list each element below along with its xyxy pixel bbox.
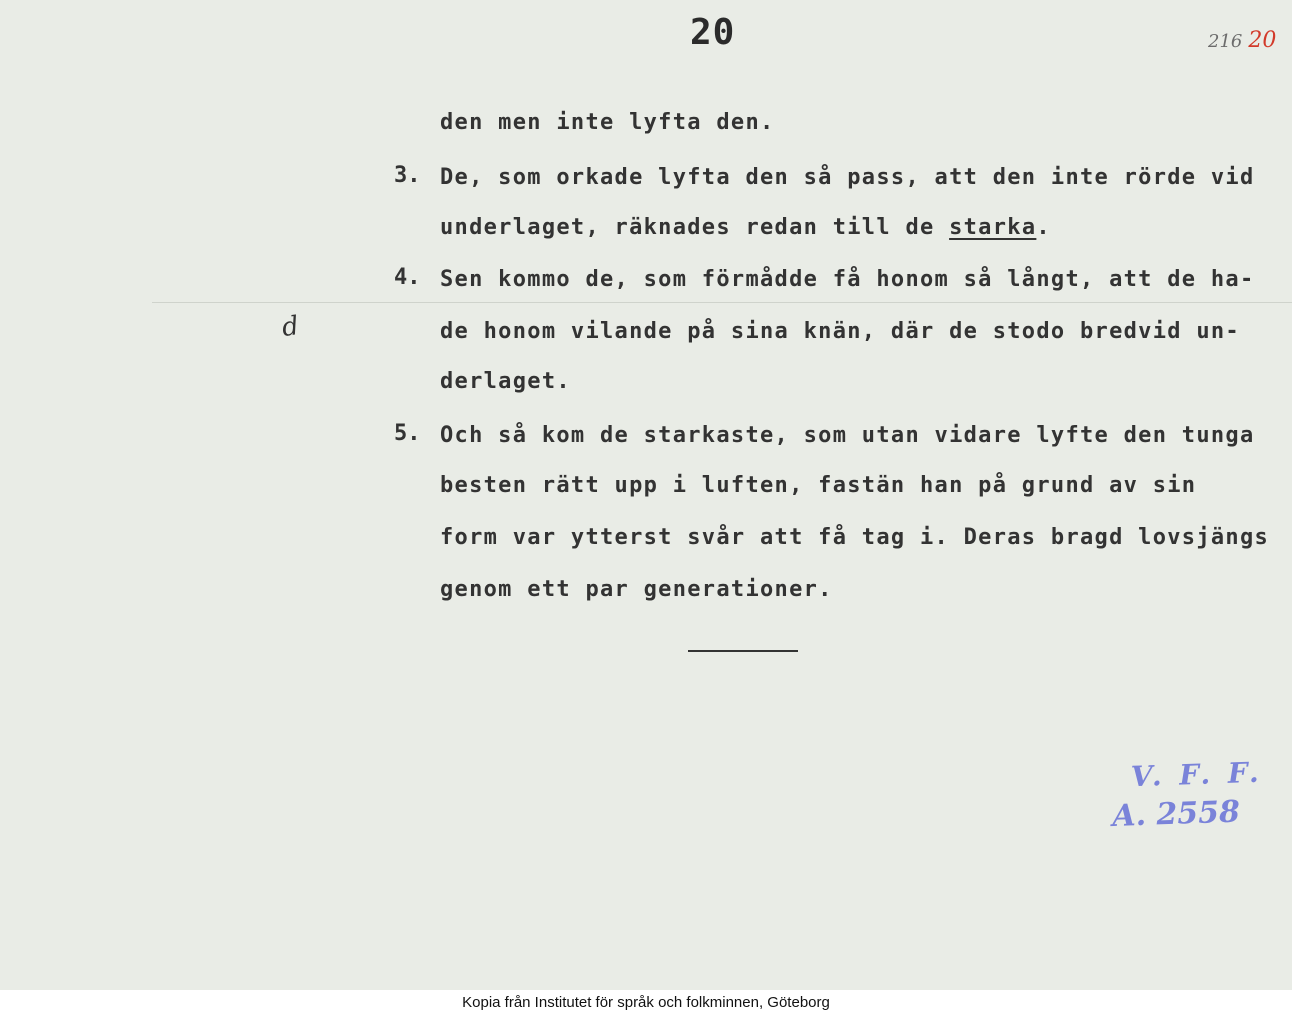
end-rule (688, 650, 798, 652)
fold-line (152, 302, 1292, 303)
archive-number-new: 20 (1248, 28, 1277, 53)
page-number: 20 (690, 12, 736, 53)
text-segment: underlaget, räknades redan till de (440, 215, 950, 240)
text-segment: . (1036, 215, 1051, 240)
item-number-5: 5. (394, 421, 421, 446)
text-line: derlaget. (440, 369, 571, 394)
underlined-word: starka (949, 215, 1037, 240)
text-line: form var ytterst svår att få tag i. Deras bragd lovsjängs (440, 525, 1270, 550)
item-number-4: 4. (394, 265, 421, 290)
stamp-line-1: V. F. F. (1130, 755, 1264, 794)
item-number-3: 3. (394, 163, 421, 188)
text-line: genom ett par generationer. (440, 577, 833, 602)
text-line (440, 215, 1051, 240)
text-line: den men inte lyfta den. (440, 110, 775, 135)
text-line: De, som orkade lyfta den så pass, att den inte rörde vid (440, 165, 1255, 190)
text-line: besten rätt upp i luften, fastän han på grund av sin (440, 473, 1197, 498)
text-line: Och så kom de starkaste, som utan vidare lyfte den tunga (440, 423, 1255, 448)
margin-note: d (279, 310, 301, 344)
footer-caption: Kopia från Institutet för språk och folkminnen, Göteborg (462, 994, 830, 1011)
archive-stamp (1110, 755, 1283, 857)
text-line: de honom vilande på sina knän, där de stodo bredvid un- (440, 319, 1240, 344)
text-line: Sen kommo de, som förmådde få honom så långt, att de ha- (440, 267, 1255, 292)
stamp-line-2: A. 2558 (1111, 794, 1241, 834)
archive-number (1208, 28, 1276, 53)
archive-number-old: 216 (1208, 31, 1243, 52)
